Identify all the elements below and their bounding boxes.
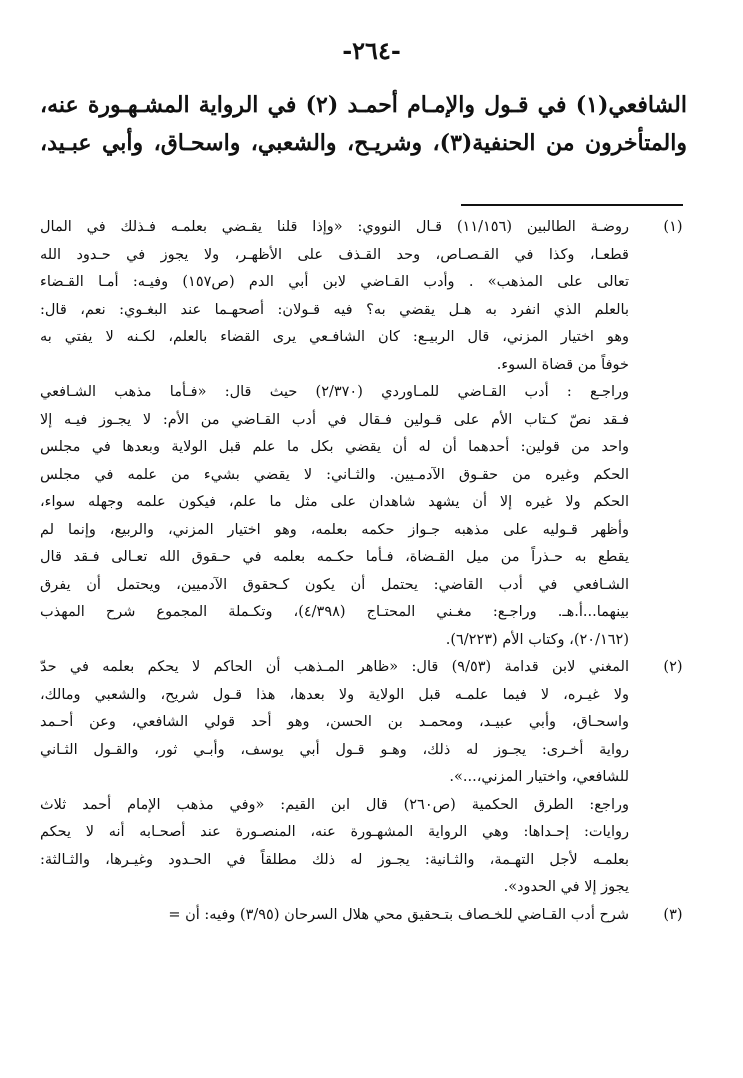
footnote-line: تعالى على المذهب» . وأدب القـاضي لابن أبي الدم (ص١٥٧) وفيـه: أمـا القـضاء: [40, 274, 629, 290]
footnote-number: (١): [663, 219, 683, 235]
footnote-line: بالعلم الذي انفرد به هـل يقضي به؟ فيه قـولان: أصحهـما عند البغـوي: نعم، قال:: [40, 301, 629, 318]
footnote-line: روايات: إحـداها: وهي الرواية المشهـورة عنه، المنصـورة عند أصحـابه أنه لا يحكم: [40, 824, 629, 840]
footnote-line: وراجـع : أدب القـاضي للمـاوردي (٢/٣٧٠) حيث قال: «فـأما مذهب الشـافعي: [40, 384, 629, 400]
footnote-line: المغني لابن قدامة (٩/٥٣) قال: «ظاهر المـذهب أن الحاكم لا يحكم بعلمه في حدّ: [40, 659, 629, 675]
footnote-line: واسحـاق، وأبي عبيـد، ومحمـد بن الحسن، وهو أحد قولي الشافعي، وعن أحـمد: [40, 714, 629, 730]
footnote-1: [40, 214, 693, 654]
footnote-line: الحكم ولا غيره إلا أن يشهد شاهدان على مثل ما علم، فيكون علمه وجهله سواء،: [40, 494, 629, 510]
footnote-line: روضـة الطالبين (١١/١٥٦) قـال النووي: «وإذا قلنا يقـضي بعلمـه فـذلك في المال: [40, 219, 629, 235]
footnote-2: [40, 654, 693, 902]
footnote-line: فـقد نصّ كـتاب الأم على قـولين فـقال في أدب القـاضي من الأم: لا يجـوز فيـه إلا: [40, 411, 629, 428]
main-text-line-1: الشافعي(١) في قـول والإمـام أحمـد (٢) في الرواية المشـهـورة عنه،: [40, 92, 687, 118]
footnote-3: [40, 902, 693, 930]
footnote-line: رواية أخـرى: يجـوز له ذلك، وهـو قـول أبي يوسف، وأبـي ثور، والقـول الثـاني: [40, 741, 629, 758]
footnotes: [40, 214, 693, 929]
main-text-line-2: والمتأخرون من الحنفية(٣)، وشريـح، والشعبي، واسحـاق، وأبي عبـيد،: [40, 130, 688, 156]
footnote-line: واحد من قولين: أحدهما أن له أن يقضي بكل ما علم قبل الولاية وبعدها في مجلس: [40, 439, 629, 455]
footnote-line: خوفاً من قضاة السوء.: [496, 356, 629, 373]
footnote-line: بعلمـه لأجل التهـمة، والثـانية: يجـوز له ذلك مطلقاً في الحـدود وغيـرها، والثـالثة:: [40, 851, 629, 868]
footnote-line: قطعـا، وكذا في القـصـاص، وحد القـذف على الأظهـر، ولا يجوز في حـدود الله: [40, 246, 629, 263]
footnote-line: ولا غيـره، لا فيما علمـه قبل الولاية ولا بعدها، هذا قـول شريح، والشعبي ومالك،: [40, 686, 629, 703]
footnote-line: (٢٠/١٦٢)، وكتاب الأم (٦/٢٢٣).: [445, 631, 629, 648]
footnote-line: شرح أدب القـاضي للخـصاف بتـحقيق محي هلال السرحان (٣/٩٥) وفيه: أن =: [168, 906, 629, 923]
footnote-number: (٢): [663, 659, 683, 675]
footnote-line: بينهما...أ.هـ. وراجـع: مغـني المحتـاج (٤/٣٩٨)، وتكـملة المجموع شرح المهذب: [40, 604, 629, 620]
footnote-line: وأظهر قـوليه على مذهبه جـواز حكمه بعلمه، وهو اختيار المزني، والربيع، وإنما لم: [40, 521, 629, 538]
footnote-line: الحكم وغيره من حقـوق الآدمـيين. والثـاني: لا يقضي بشيء من علمه في مجلس: [40, 466, 629, 483]
footnote-line: يجوز إلا في الحدود».: [503, 879, 629, 895]
footnote-line: وهو اختيار المزني، قال الربيـع: كان الشافـعي يرى القضاء بالعلم، لكـنه لا يفتي به: [40, 329, 629, 345]
page-number: -٢٦٤-: [342, 36, 401, 65]
footnote-line: يقطع به حـذراً من ميل القـضاة، فـأما حكـمه بعلمه في حـقوق الله تعـالى فـقد قال: [40, 549, 629, 565]
main-text: [40, 86, 687, 162]
footnote-separator: [461, 204, 683, 206]
footnote-line: للشافعي، واختيار المزني،...».: [449, 769, 629, 785]
footnote-line: وراجع: الطرق الحكمية (ص٢٦٠) قال ابن القيم: «وفي مذهب الإمام أحمد ثلاث: [40, 796, 629, 813]
footnote-number: (٣): [663, 906, 683, 923]
footnote-line: الشـافعي في أدب القاضي: يحتمل أن يكون كـحقوق الآدميين، ويحتمل أن يفرق: [40, 576, 629, 593]
